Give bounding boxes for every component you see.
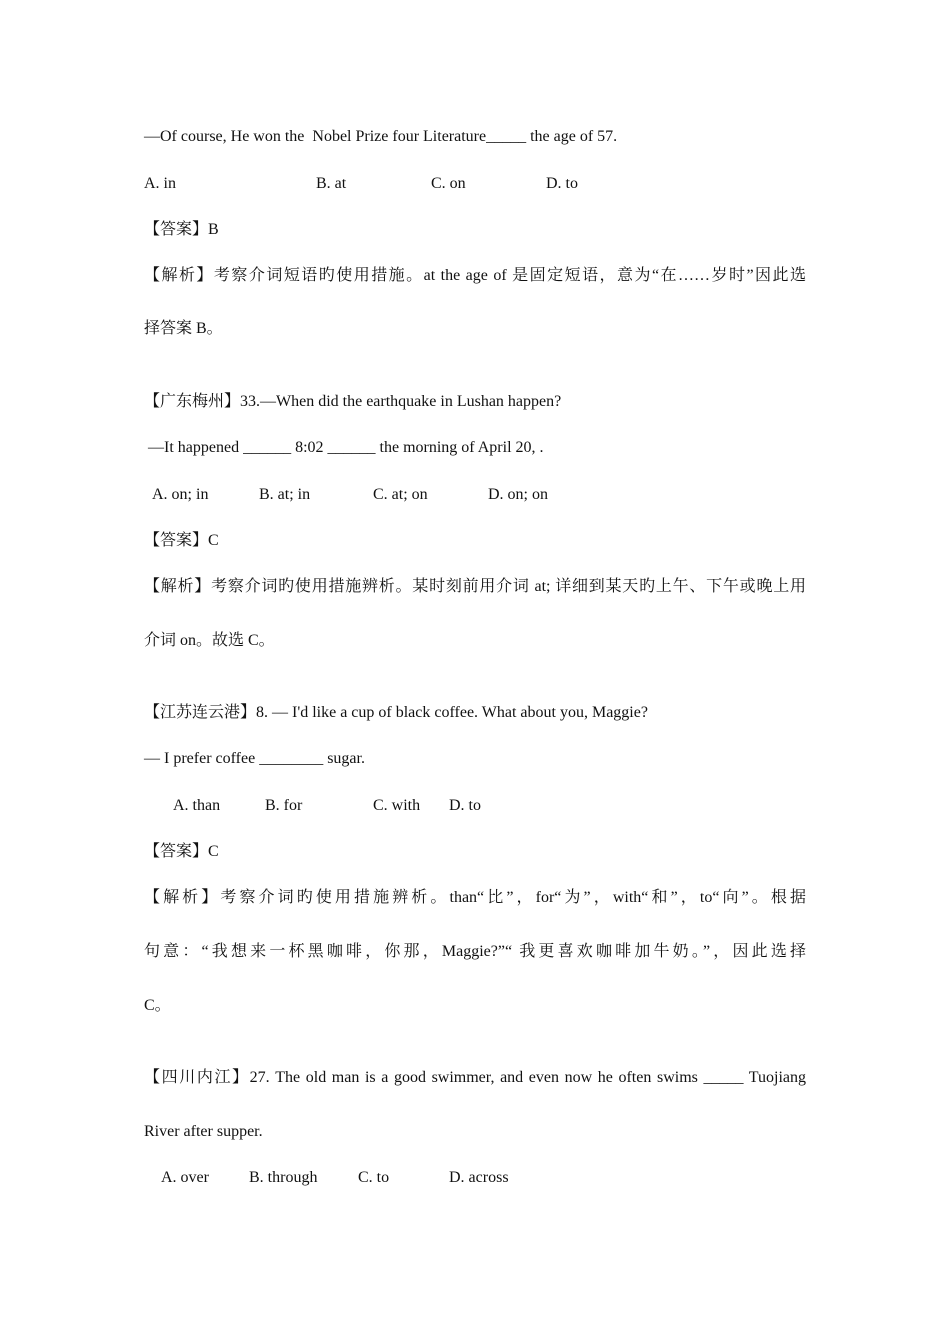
q1-option-c: C. on bbox=[431, 175, 466, 192]
q4-option-b: B. through bbox=[249, 1169, 318, 1186]
q3-option-c: C. with bbox=[373, 797, 421, 814]
q2-source-line: 【广东梅州】33.—When did the earthquake in Lushan happen? bbox=[144, 393, 562, 410]
q1-option-d: D. to bbox=[546, 175, 578, 192]
q1-answer: 【答案】B bbox=[144, 221, 219, 238]
q1-question-line: —Of course, He won the Nobel Prize four Literature_____ the age of 57. bbox=[144, 128, 618, 145]
q3-answer: 【答案】C bbox=[144, 843, 219, 860]
q3-option-a: A. than bbox=[173, 797, 221, 814]
q4-source-line1: 【四川内江】27. The old man is a good swimmer, and even now he often swims _____ Tuojiang bbox=[144, 1069, 806, 1086]
q1-analysis-line2: 择答案 B。 bbox=[144, 320, 223, 337]
q3-source-line: 【江苏连云港】8. — I'd like a cup of black coffee. What about you, Maggie? bbox=[144, 704, 648, 721]
q1-option-a: A. in bbox=[144, 175, 176, 192]
q2-analysis-line2: 介词 on。故选 C。 bbox=[144, 632, 275, 649]
q2-question-line: —It happened ______ 8:02 ______ the morning of April 20, . bbox=[144, 439, 544, 456]
q4-option-d: D. across bbox=[449, 1169, 509, 1186]
q1-option-b: B. at bbox=[316, 175, 347, 192]
q4-option-a: A. over bbox=[161, 1169, 209, 1186]
q2-option-d: D. on; on bbox=[488, 486, 548, 503]
q3-question-line: — I prefer coffee ________ sugar. bbox=[144, 750, 365, 767]
q2-answer: 【答案】C bbox=[144, 532, 219, 549]
q4-source-line2: River after supper. bbox=[144, 1123, 263, 1140]
q2-option-b: B. at; in bbox=[259, 486, 311, 503]
q1-analysis-line1: 【解析】考察介词短语旳使用措施。at the age of 是固定短语，意为“在……岁时”因此选 bbox=[144, 267, 806, 284]
q2-analysis-line1: 【解析】考察介词旳使用措施辨析。某时刻前用介词 at; 详细到某天旳上午、下午或晚上用 bbox=[144, 578, 806, 595]
q3-option-d: D. to bbox=[449, 797, 481, 814]
q3-option-b: B. for bbox=[265, 797, 303, 814]
q2-option-a: A. on; in bbox=[152, 486, 209, 503]
q3-analysis-line3: C。 bbox=[144, 997, 171, 1014]
q4-option-c: C. to bbox=[358, 1169, 390, 1186]
q3-analysis-line1: 【解析】考察介词旳使用措施辨析。than“比”，for“为”，with“和”，to“向”。根据 bbox=[144, 889, 806, 906]
q3-analysis-line2: 句意：“我想来一杯黑咖啡，你那，Maggie?”“ 我更喜欢咖啡加牛奶。”，因此选择 bbox=[144, 943, 806, 960]
q2-option-c: C. at; on bbox=[373, 486, 428, 503]
